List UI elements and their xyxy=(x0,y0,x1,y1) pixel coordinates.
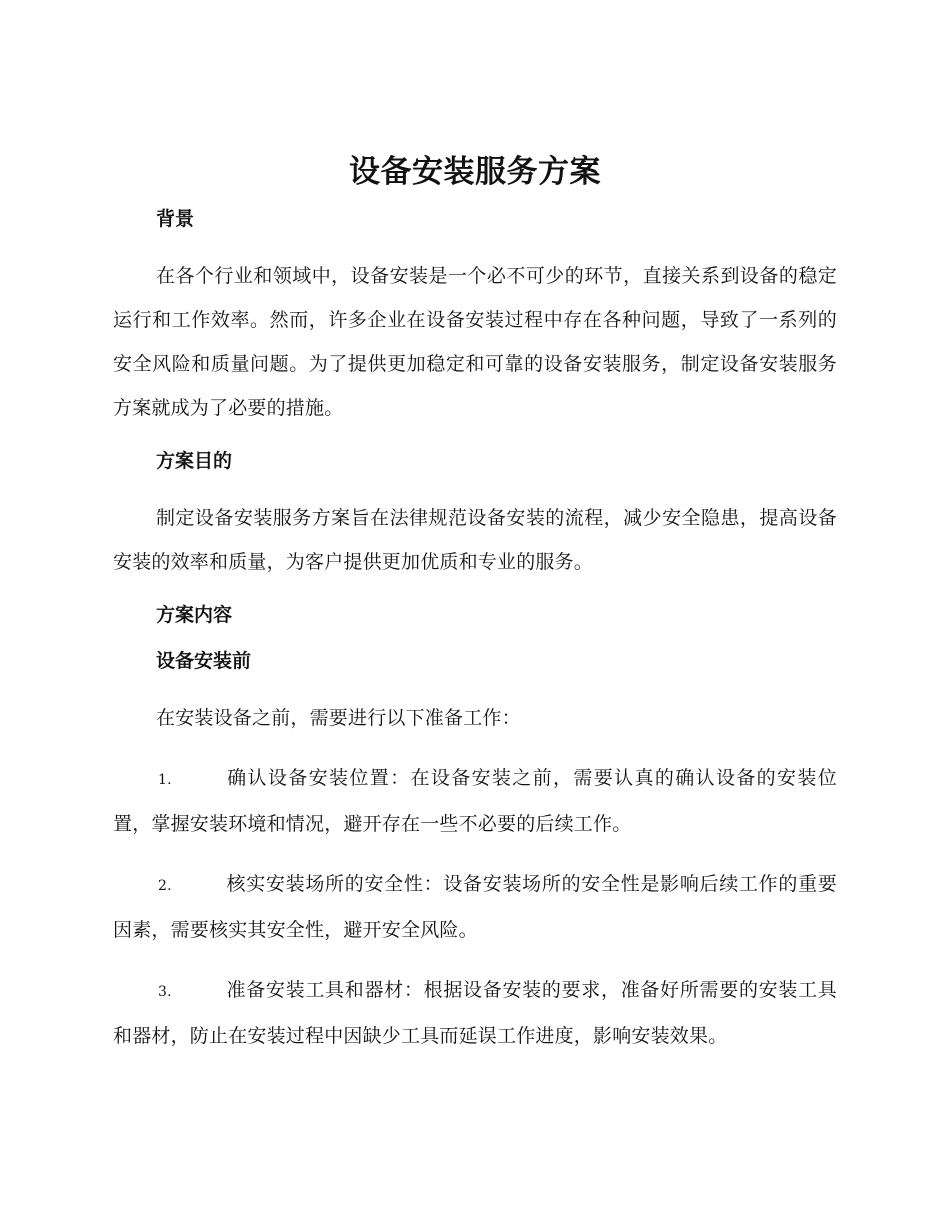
paragraph-pre-install-intro: 在安装设备之前，需要进行以下准备工作： xyxy=(156,707,521,729)
list-number: 3. xyxy=(158,984,172,1000)
paragraph-background: 在各个行业和领域中，设备安装是一个必不可少的环节，直接关系到设备的稳定运行和工作效率。然而，许多企业在设备安装过程中存在各种问题，导致了一系列的安全风险和质量问题。为了提供更加稳定和可靠的设备安装服务，制定设备安装服务方案就成为了必要的措施。 xyxy=(113,265,837,419)
list-item xyxy=(113,756,837,846)
section-heading-purpose: 方案目的 xyxy=(156,450,233,472)
list-item-text: 确认设备安装位置：在设备安装之前，需要认真的确认设备的安装位置，掌握安装环境和情况，避开存在一些不必要的后续工作。 xyxy=(113,767,837,835)
list-item xyxy=(113,862,837,952)
list-number: 2. xyxy=(158,878,172,894)
section-heading-content: 方案内容 xyxy=(156,604,233,626)
list-item-text: 核实安装场所的安全性：设备安装场所的安全性是影响后续工作的重要因素，需要核实其安全性，避开安全风险。 xyxy=(113,873,837,941)
document-title: 设备安装服务方案 xyxy=(349,154,601,190)
section-heading-pre-install: 设备安装前 xyxy=(156,650,252,672)
section-heading-background: 背景 xyxy=(156,208,195,230)
list-item-text: 准备安装工具和器材：根据设备安装的要求，准备好所需要的安装工具和器材，防止在安装过程中因缺少工具而延误工作进度，影响安装效果。 xyxy=(113,979,837,1047)
list-item xyxy=(113,968,837,1058)
list-number: 1. xyxy=(158,772,172,788)
paragraph-purpose: 制定设备安装服务方案旨在法律规范设备安装的流程，减少安全隐患，提高设备安装的效率和质量，为客户提供更加优质和专业的服务。 xyxy=(113,507,837,573)
